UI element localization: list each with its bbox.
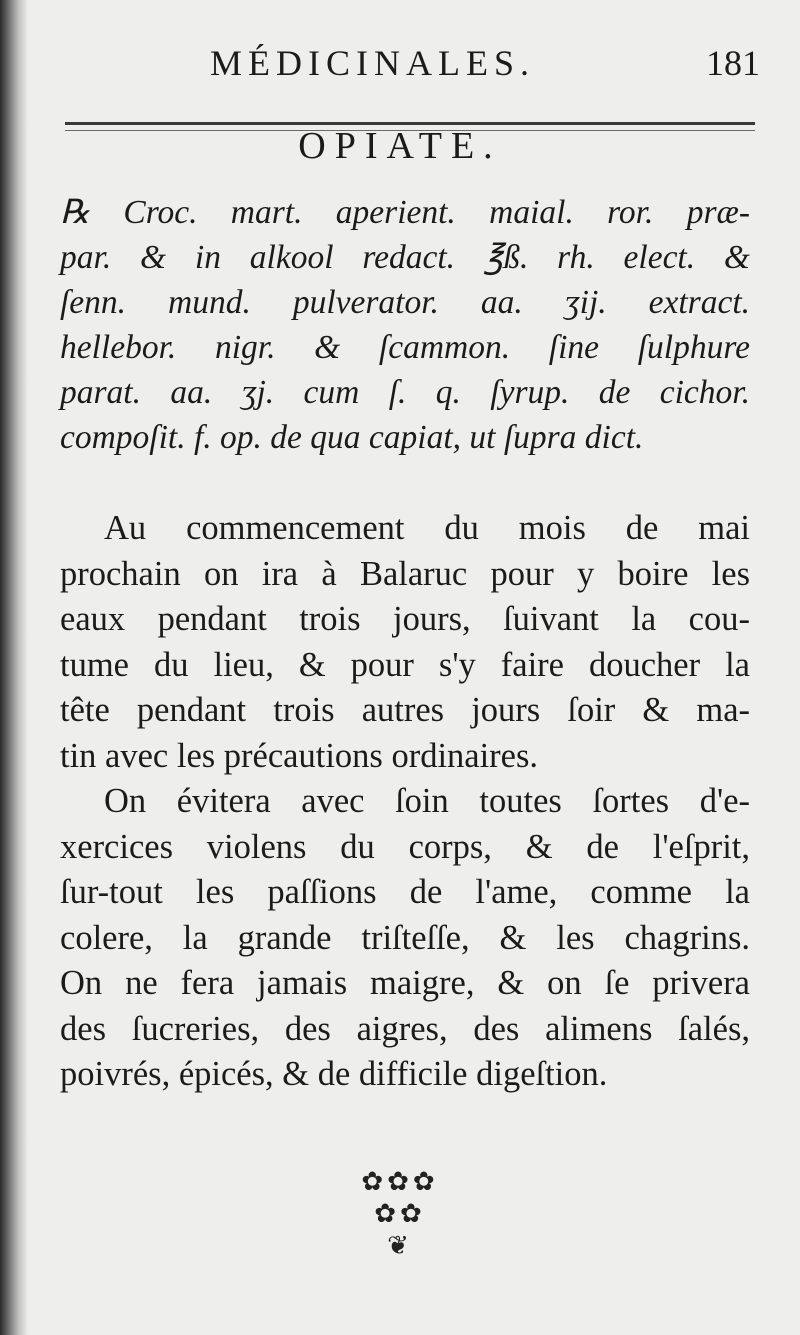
prescription-line: hellebor. nigr. & ſcammon. ſine ſulphure [60,329,750,366]
prescription-line: compoſit. f. op. de qua capiat, ut ſupra dict. [60,419,644,456]
tailpiece-ornament-icon: ✿✿✿ [361,1167,439,1196]
text-line: tume du lieu, & pour s'y faire doucher la [60,645,750,684]
text-line: colere, la grande triſteſſe, & les chagrins. [60,918,750,957]
prescription-line: parat. aa. ʒj. cum ſ. q. ſyrup. de cichor. [60,374,750,411]
tailpiece-ornament-icon: ✿✿ [374,1199,426,1228]
tailpiece-ornament-icon: ❦ [387,1231,413,1260]
text-line: prochain on ira à Balaruc pour y boire les [60,554,750,593]
text-line: ſur-tout les paſſions de l'ame, comme la [60,873,750,911]
text-line: On ne fera jamais maigre, & on ſe privera [60,964,750,1002]
text-line: tin avec les précautions ordinaires. [60,736,539,775]
section-title: OPIATE. [298,125,502,167]
paragraph-regimen [60,779,750,1098]
prescription-line: ſenn. mund. pulverator. aa. ʒij. extract. [60,284,750,321]
text-line: On évitera avec ſoin toutes ſortes d'e- [104,782,750,820]
prescription-line: par. & in alkool redact. ℥ß. rh. elect. & [60,239,750,276]
text-line: eaux pendant trois jours, ſuivant la cou- [60,600,750,638]
page-number: 181 [706,43,760,83]
text-line: Au commencement du mois de mai [104,509,750,547]
body-text [60,506,750,1098]
paragraph-balaruc [60,506,750,779]
prescription-line: ℞ Croc. mart. aperient. maial. ror. præ- [60,194,750,231]
text-line: xercices violens du corps, & de l'eſprit, [60,827,750,866]
page-binding-edge [0,0,28,1335]
running-head: MÉDICINALES. [210,43,535,83]
text-line: poivrés, épicés, & de difficile digeſtion. [60,1055,608,1093]
text-line: des ſucreries, des aigres, des alimens ſalés, [60,1009,750,1048]
page-header [0,42,800,92]
prescription-block [60,190,760,460]
text-line: tête pendant trois autres jours ſoir & ma- [60,691,750,729]
